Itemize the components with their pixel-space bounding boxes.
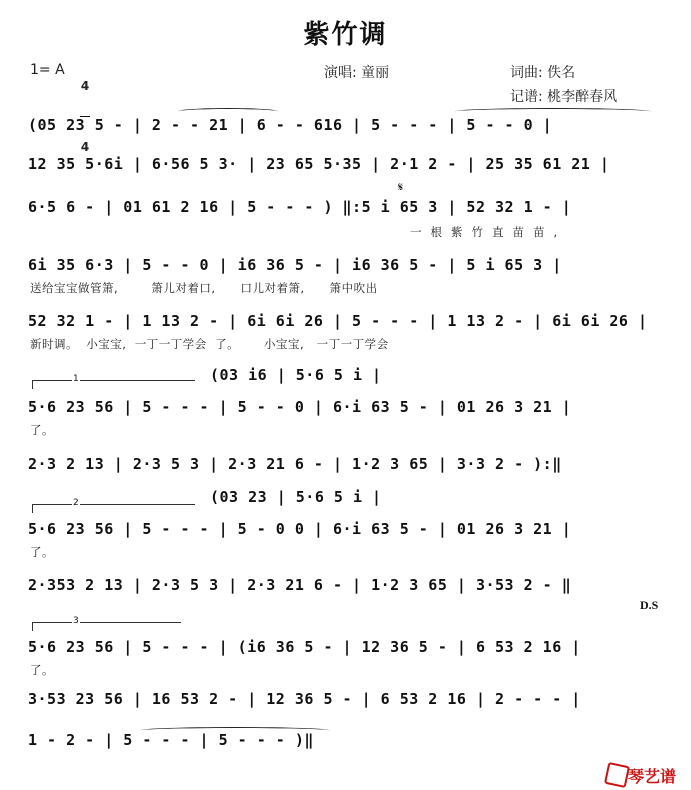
brand-watermark: 琴艺谱 bbox=[628, 767, 677, 786]
tie-slur bbox=[455, 108, 651, 115]
notation-row-10: 5·6 23 56 | 5 - - - | (i6 36 5 - | 12 36 5 - | 6 53 2 16 | bbox=[28, 638, 581, 656]
notation-row-4: 6i 35 6·3 | 5 - - 0 | i6 36 5 - | i6 36 5 - | 5 i 65 3 | bbox=[28, 256, 562, 274]
time-signature-top: 4 bbox=[80, 79, 90, 93]
notation-row-2: 12 35 5·6i | 6·56 5 3· | 23 65 5·35 | 2·1 2 - | 25 35 61 21 | bbox=[28, 155, 610, 173]
time-signature-bottom: 4 bbox=[80, 140, 90, 154]
tie-slur bbox=[178, 108, 278, 115]
lyric-row-5: 新时调。 小宝宝, 一丁一丁学会 了。 小宝宝, 一丁一丁学会 bbox=[30, 337, 389, 351]
notation-row-9: 2·353 2 13 | 2·3 5 3 | 2·3 21 6 - | 1·2 3 65 | 3·53 2 - ‖ bbox=[28, 576, 572, 594]
volta-bracket-2 bbox=[32, 504, 195, 513]
volta-bracket-3 bbox=[32, 622, 181, 631]
notation-row-8: 5·6 23 56 | 5 - - - | 5 - 0 0 | 6·i 63 5 - | 01 26 3 21 | bbox=[28, 520, 572, 538]
song-title: 紫竹调 bbox=[303, 20, 388, 50]
notation-row-5: 52 32 1 - | 1 13 2 - | 6i 6i 26 | 5 - - - | 1 13 2 - | 6i 6i 26 | bbox=[28, 312, 648, 330]
notation-row-7: 2·3 2 13 | 2·3 5 3 | 2·3 21 6 - | 1·2 3 65 | 3·3 2 - ):‖ bbox=[28, 455, 562, 473]
segno-sign: 𝄋 bbox=[398, 180, 404, 194]
dal-segno-mark: D.S bbox=[640, 598, 659, 612]
qinyipu-logo-icon bbox=[604, 762, 630, 788]
notation-row-12: 1 - 2 - | 5 - - - | 5 - - - )‖ bbox=[28, 731, 314, 749]
transcriber-credit: 记谱: 桃李醉春风 bbox=[510, 89, 618, 105]
notation-row-11: 3·53 23 56 | 16 53 2 - | 12 36 5 - | 6 53 2 16 | 2 - - - | bbox=[28, 690, 581, 708]
time-signature bbox=[80, 56, 90, 165]
upper-voice-row-8: (03 23 | 5·6 5 i | bbox=[210, 488, 382, 506]
volta-number: 3 bbox=[73, 616, 79, 626]
volta-number: 2 bbox=[73, 498, 79, 508]
key-signature: 1= A bbox=[30, 62, 65, 78]
lyric-row-4: 送给宝宝做管箫, 箫儿对着口, 口儿对着箫, 箫中吹出 bbox=[30, 281, 378, 295]
lyric-row-6: 了。 bbox=[30, 423, 54, 437]
notation-row-6: 5·6 23 56 | 5 - - - | 5 - - 0 | 6·i 63 5 - | 01 26 3 21 | bbox=[28, 398, 572, 416]
lyric-row-10: 了。 bbox=[30, 663, 54, 677]
lyric-row-3: 一根紫竹直苗苗, bbox=[410, 225, 567, 239]
volta-number: 1 bbox=[73, 374, 79, 384]
upper-voice-row-6: (03 i6 | 5·6 5 i | bbox=[210, 366, 382, 384]
notation-row-3: 6·5 6 - | 01 61 2 16 | 5 - - - ) ‖:5 i 65 3 | 52 32 1 - | bbox=[28, 198, 572, 216]
lyric-row-8: 了。 bbox=[30, 545, 54, 559]
singer-credit: 演唱: 童丽 bbox=[324, 65, 390, 81]
composer-credit: 词曲: 佚名 bbox=[510, 65, 576, 81]
notation-row-1: (05 23 5 - | 2 - - 21 | 6 - - 616 | 5 - - - | 5 - - 0 | bbox=[28, 116, 553, 134]
volta-bracket-1 bbox=[32, 380, 195, 389]
